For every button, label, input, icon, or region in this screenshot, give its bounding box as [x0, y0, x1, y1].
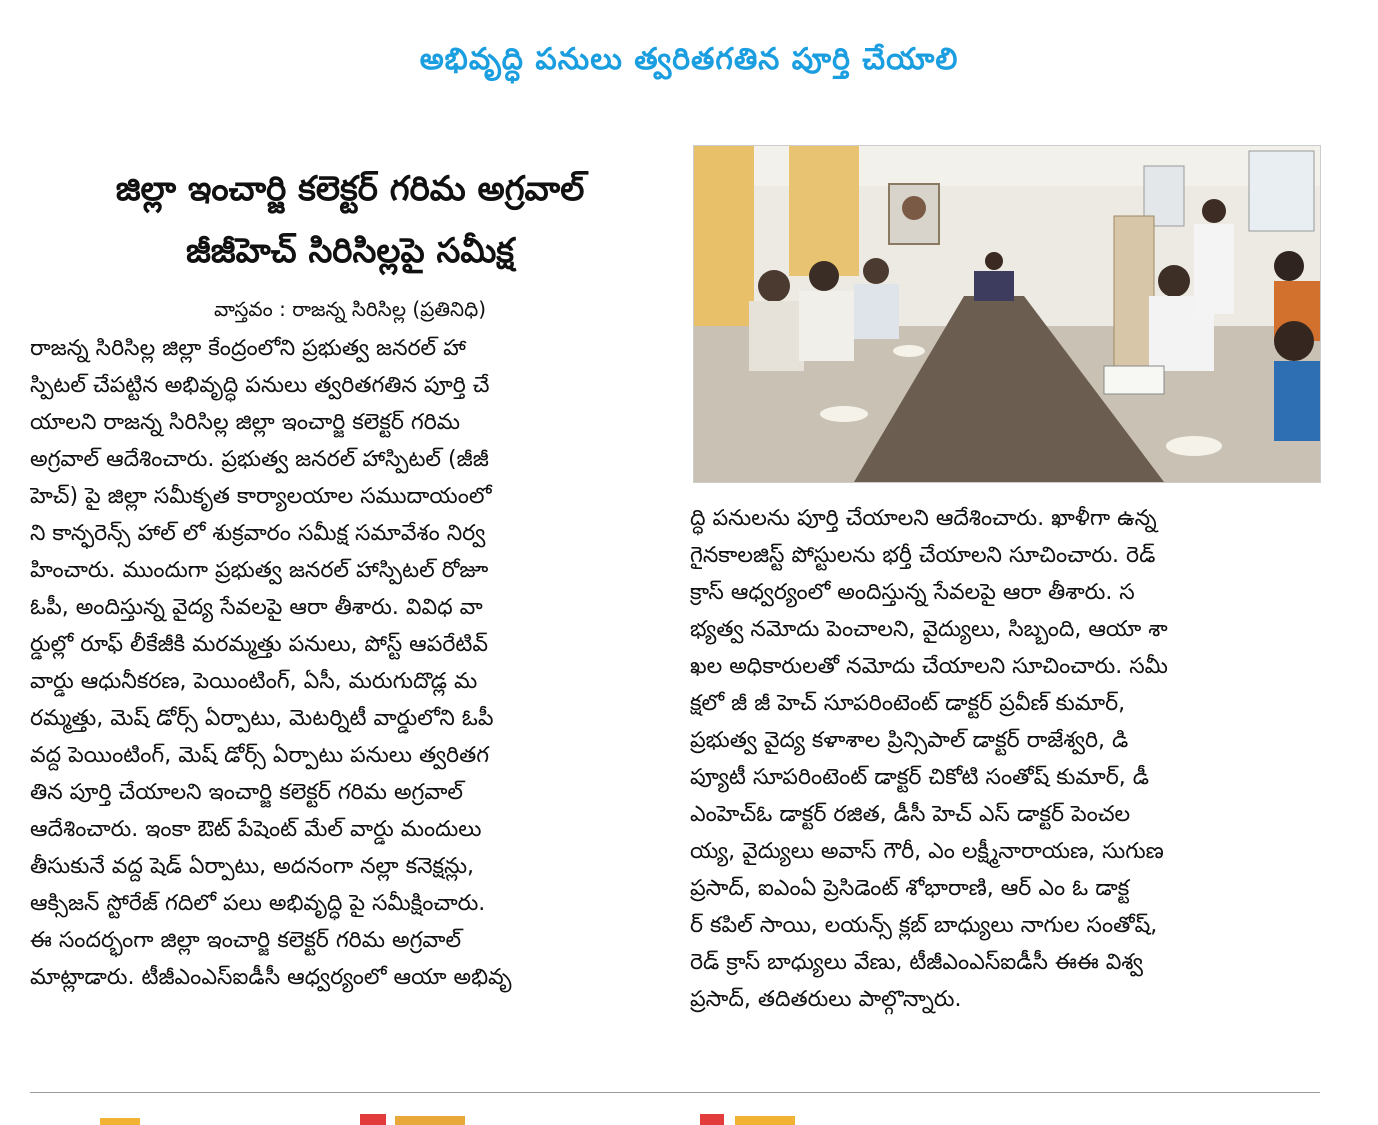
next-article-fragment	[90, 1110, 1320, 1125]
text-line: అగ్రవాల్ ఆదేశించారు. ప్రభుత్వ జనరల్ హాస్పిటల్ (జీజీ	[30, 447, 489, 472]
text-line: రాజన్న సిరిసిల్ల జిల్లా కేంద్రంలోని ప్రభుత్వ జనరల్ హా	[30, 336, 466, 361]
text-line: ప్రసాద్, ఐఎంఏ ప్రెసిడెంట్ శోభారాణి, ఆర్ ఎం ఓ డాక్ట	[690, 876, 1130, 901]
article-column-right	[690, 500, 1315, 1018]
text-line: ద్ధి పనులను పూర్తి చేయాలని ఆదేశించారు. ఖాళీగా ఉన్న	[690, 506, 1157, 531]
text-line: ఖల అధికారులతో నమోదు చేయాలని సూచించారు. సమీ	[690, 654, 1168, 679]
text-line: క్షలో జీ జీ హెచ్ సూపరింటెంట్ డాక్టర్ ప్రవీణ్ కుమార్,	[690, 691, 1126, 716]
text-line: స్పిటల్ చేపట్టిన అభివృద్ధి పనులు త్వరితగతిన పూర్తి చే	[30, 373, 490, 398]
text-line: ఈ సందర్భంగా జిల్లా ఇంచార్జి కలెక్టర్ గరిమ అగ్రవాల్	[30, 928, 462, 953]
text-line: ప్యూటీ సూపరింటెంట్ డాక్టర్ చికోటి సంతోష్ కుమార్, డీ	[690, 765, 1150, 790]
text-line: ఎంహెచ్ఓ డాక్టర్ రజిత, డీసీ హెచ్ ఎస్ డాక్టర్ పెంచల	[690, 802, 1131, 827]
text-line: యాలని రాజన్న సిరిసిల్ల జిల్లా ఇంచార్జి కలెక్టర్ గరిమ	[30, 410, 461, 435]
text-line: ప్రభుత్వ వైద్య కళాశాల ప్రిన్సిపాల్ డాక్టర్ రాజేశ్వరి, డి	[690, 728, 1129, 753]
text-line: ఓపీ, అందిస్తున్న వైద్య సేవలపై ఆరా తీశారు. వివిధ వా	[30, 595, 483, 620]
dateline: వాస్తవం : రాజన్న సిరిసిల్ల (ప్రతినిధి)	[214, 297, 486, 321]
article-column-left	[30, 330, 665, 996]
text-line: గైనకాలజిస్ట్ పోస్టులను భర్తీ చేయాలని సూచించారు. రెడ్	[690, 543, 1156, 568]
text-line: వద్ద పెయింటింగ్, మెష్ డోర్స్ ఏర్పాటు పనులు త్వరితగ	[30, 743, 490, 768]
text-line: వార్డు ఆధునీకరణ, పెయింటింగ్, ఏసీ, మరుగుదొడ్ల మ	[30, 669, 478, 694]
text-line: ప్రసాద్, తదితరులు పాల్గొన్నారు.	[690, 987, 962, 1012]
text-line: ర్డుల్లో రూఫ్ లీకేజీకి మరమ్మత్తు పనులు, పోస్ట్ ఆపరేటివ్	[30, 632, 489, 657]
text-line: క్రాస్ ఆధ్వర్యంలో అందిస్తున్న సేవలపై ఆరా తీశారు. స	[690, 580, 1135, 605]
text-line: హించారు. ముందుగా ప్రభుత్వ జనరల్ హాస్పిటల్ రోజూ	[30, 558, 489, 583]
text-line: మాట్లాడారు. టీజీఎంఎస్ఐడీసీ ఆధ్వర్యంలో ఆయా అభివృ	[30, 965, 512, 990]
meeting-photo	[693, 145, 1321, 483]
text-line: ఆక్సిజన్ స్టోరేజ్ గదిలో పలు అభివృద్ధి పై సమీక్షించారు.	[30, 891, 486, 916]
subheadline-line-1: జిల్లా ఇంచార్జి కలెక్టర్ గరిమ అగ్రవాల్	[115, 169, 585, 209]
headline: అభివృద్ధి పనులు త్వరితగతిన పూర్తి చేయాలి	[419, 42, 959, 77]
subheadline-line-2: జీజీహెచ్ సిరిసిల్లపై సమీక్ష	[185, 231, 515, 271]
text-line: భ్యత్వ నమోదు పెంచాలని, వైద్యులు, సిబ్బంది, ఆయా శా	[690, 617, 1168, 642]
text-line: రమ్మత్తు, మెష్ డోర్స్ ఏర్పాటు, మెటర్నిటీ వార్డులోని ఓపీ	[30, 706, 494, 731]
text-line: ర్ కపిల్ సాయి, లయన్స్ క్లబ్ బాధ్యులు నాగుల సంతోష్,	[690, 913, 1158, 938]
text-line: ని కాన్ఫరెన్స్ హాల్ లో శుక్రవారం సమీక్ష సమావేశం నిర్వ	[30, 521, 486, 546]
text-line: ఆదేశించారు. ఇంకా ఔట్ పేషెంట్ మేల్ వార్డు మందులు	[30, 817, 482, 842]
section-divider	[30, 1092, 1320, 1093]
text-line: తీసుకునే వద్ద షెడ్ ఏర్పాటు, అదనంగా నల్లా కనెక్షన్లు,	[30, 854, 475, 879]
text-line: హెచ్) పై జిల్లా సమీకృత కార్యాలయాల సముదాయంలో	[30, 484, 492, 509]
text-line: తిన పూర్తి చేయాలని ఇంచార్జి కలెక్టర్ గరిమ అగ్రవాల్	[30, 780, 464, 805]
text-line: య్య, వైద్యులు అవాస్ గౌరీ, ఎం లక్ష్మీనారాయణ, సుగుణ	[690, 839, 1164, 864]
text-line: రెడ్ క్రాస్ బాధ్యులు వేణు, టీజీఎంఎస్ఐడీసీ ఈఈ విశ్వ	[690, 950, 1144, 975]
